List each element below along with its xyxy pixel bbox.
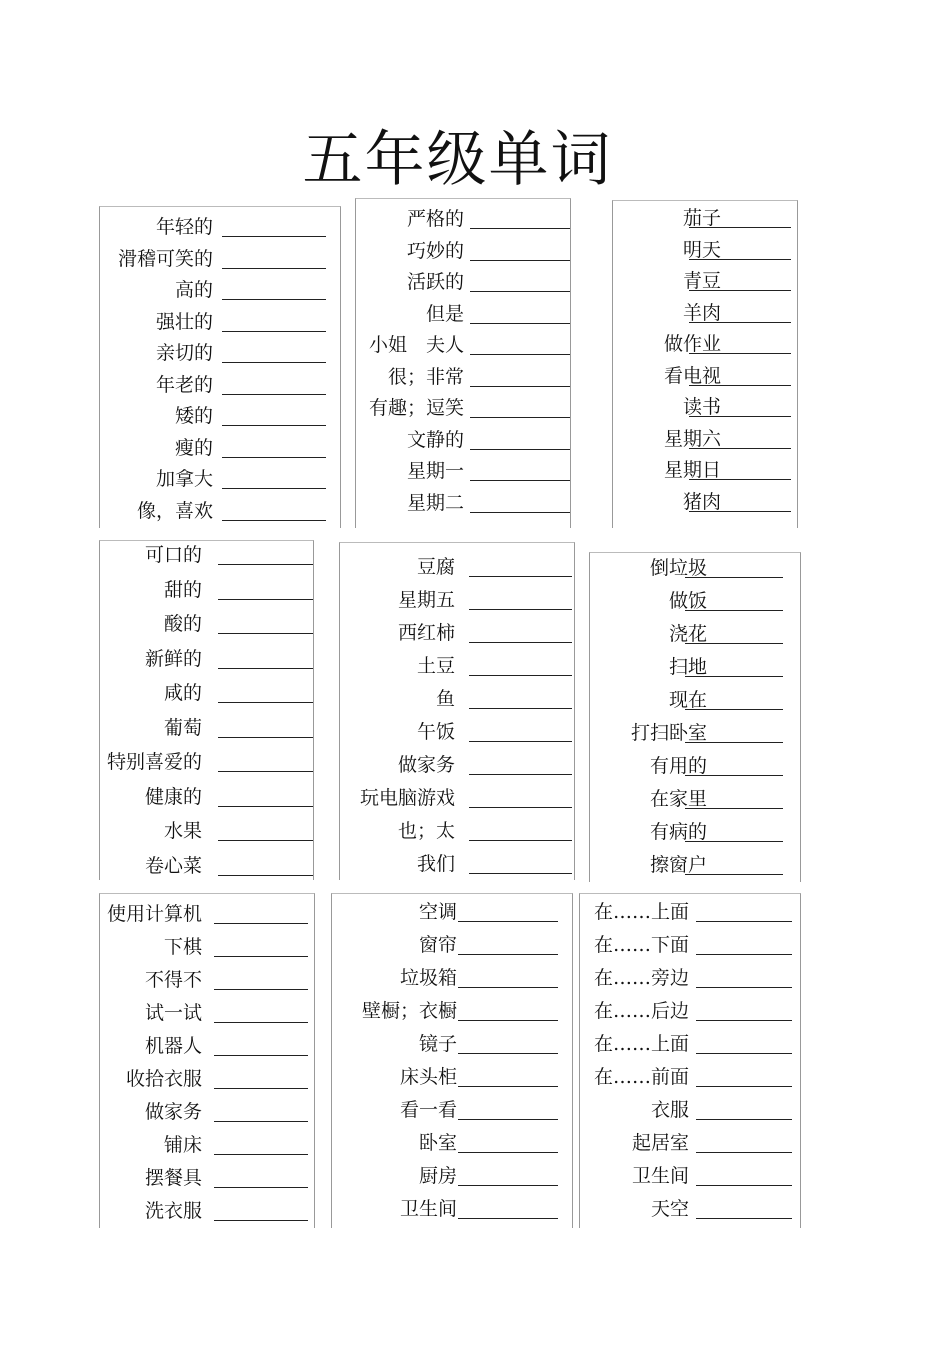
vocab-word: 有趣；逗笑 [368, 397, 464, 419]
answer-blank-line [222, 425, 326, 426]
vocab-word: 特别喜爱的 [106, 751, 202, 773]
vocab-row [332, 966, 572, 990]
answer-blank-line [685, 841, 783, 842]
vocab-word: 西红柿 [397, 622, 455, 644]
vocab-word: 可口的 [144, 544, 202, 566]
vocab-row [580, 933, 800, 957]
answer-blank-line [214, 923, 308, 924]
vocab-word: 水果 [163, 820, 202, 842]
answer-blank-line [685, 775, 783, 776]
vocab-row [100, 404, 340, 428]
answer-blank-line [470, 386, 570, 387]
answer-blank-line [218, 875, 313, 876]
vocab-row [332, 999, 572, 1023]
vocab-row [100, 1166, 314, 1190]
vocab-word: 做饭 [668, 590, 707, 612]
vocab-block-8 [331, 893, 573, 1228]
answer-blank-line [214, 989, 308, 990]
vocab-word: 现在 [668, 689, 707, 711]
vocab-row [340, 654, 574, 678]
vocab-word: 茄子 [682, 207, 721, 229]
answer-blank-line [214, 1055, 308, 1056]
vocab-word: 星期二 [406, 491, 464, 514]
vocab-word: 打扫卧室 [630, 722, 707, 744]
vocab-word: 加拿大 [155, 468, 213, 490]
answer-blank-line [689, 448, 791, 449]
vocab-word: 天空 [650, 1198, 689, 1220]
answer-blank-line [469, 675, 572, 676]
vocab-row [356, 270, 570, 294]
answer-blank-line [685, 577, 783, 578]
vocab-word: 有病的 [649, 821, 707, 843]
vocab-word: 窗帘 [418, 934, 457, 956]
vocab-row [100, 578, 313, 602]
vocab-word: 瘦的 [174, 436, 213, 459]
answer-blank-line [469, 774, 572, 775]
answer-blank-line [470, 291, 570, 292]
vocab-word: 年老的 [155, 373, 213, 396]
vocab-word: 床头柜 [399, 1066, 457, 1088]
answer-blank-line [222, 457, 326, 458]
vocab-row [332, 1197, 572, 1221]
answer-blank-line [218, 771, 313, 772]
answer-blank-line [458, 954, 558, 955]
vocab-row [356, 365, 570, 389]
vocab-word: 明天 [682, 238, 721, 261]
vocab-row [613, 238, 797, 262]
vocab-word: 有用的 [649, 755, 707, 777]
vocab-word: 玩电脑游戏 [359, 787, 455, 809]
vocab-word: 严格的 [406, 208, 464, 230]
vocab-word: 猪肉 [682, 490, 721, 513]
vocab-word: 看电视 [663, 364, 721, 387]
vocab-row [332, 933, 572, 957]
vocab-word: 像，喜欢 [136, 499, 213, 522]
vocab-word: 不得不 [144, 969, 202, 991]
vocab-row [340, 687, 574, 711]
answer-blank-line [469, 741, 572, 742]
answer-blank-line [689, 511, 791, 512]
vocab-row [590, 688, 800, 712]
vocab-word: 在……旁边 [593, 967, 689, 989]
vocab-word: 豆腐 [416, 556, 455, 578]
answer-blank-line [689, 227, 791, 228]
vocab-word: 做作业 [663, 333, 721, 355]
vocab-word: 卫生间 [631, 1165, 689, 1187]
vocab-word: 文静的 [406, 428, 464, 451]
answer-blank-line [696, 987, 792, 988]
answer-blank-line [469, 609, 572, 610]
vocab-word: 强壮的 [155, 310, 213, 333]
vocab-word: 空调 [418, 901, 457, 923]
vocab-word: 星期六 [663, 427, 721, 450]
vocab-row [356, 207, 570, 231]
vocab-row [100, 854, 313, 878]
vocab-row [100, 902, 314, 926]
vocab-word: 壁橱；衣橱 [361, 1000, 457, 1022]
answer-blank-line [218, 737, 313, 738]
vocab-row [580, 999, 800, 1023]
vocab-word: 镜子 [418, 1033, 457, 1055]
answer-blank-line [685, 742, 783, 743]
vocab-word: 在……下面 [593, 934, 689, 956]
answer-blank-line [689, 416, 791, 417]
vocab-row [590, 589, 800, 613]
vocab-row [332, 1032, 572, 1056]
vocab-word: 在……上面 [593, 1033, 689, 1055]
answer-blank-line [458, 1086, 558, 1087]
answer-blank-line [696, 1086, 792, 1087]
answer-blank-line [214, 1022, 308, 1023]
vocab-block-9 [579, 893, 801, 1228]
answer-blank-line [470, 512, 570, 513]
vocab-word: 星期一 [406, 460, 464, 482]
vocab-row [356, 239, 570, 263]
vocab-row [340, 555, 574, 579]
vocab-word: 做家务 [397, 754, 455, 776]
answer-blank-line [685, 610, 783, 611]
vocab-row [613, 427, 797, 451]
answer-blank-line [222, 299, 326, 300]
vocab-row [100, 716, 313, 740]
answer-blank-line [470, 449, 570, 450]
answer-blank-line [696, 1053, 792, 1054]
vocab-row [580, 1197, 800, 1221]
vocab-word: 浇花 [668, 623, 707, 645]
page-title: 五年级单词 [302, 125, 613, 195]
vocab-word: 起居室 [631, 1132, 689, 1154]
answer-blank-line [222, 394, 326, 395]
vocab-word: 衣服 [650, 1099, 689, 1121]
answer-blank-line [458, 987, 558, 988]
vocab-word: 卷心菜 [144, 854, 202, 877]
vocab-word: 星期五 [397, 589, 455, 611]
vocab-row [100, 1034, 314, 1058]
vocab-row [100, 1067, 314, 1091]
answer-blank-line [469, 576, 572, 577]
vocab-word: 试一试 [144, 1002, 202, 1024]
vocab-row [100, 1133, 314, 1157]
answer-blank-line [458, 1020, 558, 1021]
answer-blank-line [689, 259, 791, 260]
answer-blank-line [470, 323, 570, 324]
vocab-block-7 [99, 893, 315, 1228]
vocab-row [340, 588, 574, 612]
answer-blank-line [214, 1220, 308, 1221]
vocab-row [613, 490, 797, 514]
answer-blank-line [685, 643, 783, 644]
vocab-row [580, 1164, 800, 1188]
vocab-word: 羊肉 [682, 301, 721, 324]
answer-blank-line [469, 873, 572, 874]
answer-blank-line [689, 353, 791, 354]
vocab-row [580, 900, 800, 924]
vocab-row [332, 1164, 572, 1188]
answer-blank-line [458, 1152, 558, 1153]
answer-blank-line [689, 479, 791, 480]
vocab-word: 滑稽可笑的 [117, 247, 213, 270]
answer-blank-line [470, 480, 570, 481]
answer-blank-line [214, 1088, 308, 1089]
answer-blank-line [218, 806, 313, 807]
vocab-row [580, 966, 800, 990]
vocab-word: 巧妙的 [406, 239, 464, 262]
vocab-row [590, 556, 800, 580]
answer-blank-line [458, 1053, 558, 1054]
vocab-row [100, 499, 340, 523]
answer-blank-line [458, 1218, 558, 1219]
answer-blank-line [470, 228, 570, 229]
vocab-word: 做家务 [144, 1101, 202, 1123]
vocab-word: 在……后边 [593, 1000, 689, 1022]
answer-blank-line [685, 676, 783, 677]
vocab-row [613, 269, 797, 293]
vocab-word: 洗衣服 [144, 1200, 202, 1222]
answer-blank-line [696, 1152, 792, 1153]
vocab-word: 擦窗户 [649, 854, 707, 876]
answer-blank-line [469, 807, 572, 808]
vocab-row [613, 332, 797, 356]
vocab-row [590, 655, 800, 679]
vocab-word: 也；太 [397, 820, 455, 842]
vocab-row [100, 1001, 314, 1025]
vocab-row [613, 395, 797, 419]
vocab-block-5 [339, 542, 575, 880]
answer-blank-line [685, 808, 783, 809]
vocab-block-4 [99, 540, 314, 880]
vocab-row [100, 467, 340, 491]
answer-blank-line [696, 1119, 792, 1120]
vocab-row [613, 458, 797, 482]
vocab-word: 收拾衣服 [125, 1068, 202, 1090]
vocab-word: 鱼 [435, 688, 455, 710]
vocab-row [613, 301, 797, 325]
vocab-row [100, 1100, 314, 1124]
vocab-block-2 [355, 198, 571, 528]
vocab-word: 健康的 [144, 785, 202, 808]
vocab-row [100, 310, 340, 334]
vocab-block-3 [612, 200, 798, 528]
vocab-word: 午饭 [416, 721, 455, 743]
answer-blank-line [218, 702, 313, 703]
answer-blank-line [696, 1218, 792, 1219]
answer-blank-line [214, 1187, 308, 1188]
vocab-row [580, 1065, 800, 1089]
vocab-word: 咸的 [163, 682, 202, 704]
answer-blank-line [218, 599, 313, 600]
vocab-word: 在家里 [649, 788, 707, 810]
vocab-word: 厨房 [418, 1165, 457, 1187]
vocab-row [590, 754, 800, 778]
vocab-row [340, 786, 574, 810]
answer-blank-line [469, 708, 572, 709]
answer-blank-line [685, 709, 783, 710]
vocab-row [332, 900, 572, 924]
vocab-row [580, 1131, 800, 1155]
vocab-row [356, 428, 570, 452]
answer-blank-line [214, 1121, 308, 1122]
vocab-word: 星期日 [663, 459, 721, 481]
vocab-row [100, 819, 313, 843]
vocab-row [332, 1065, 572, 1089]
vocab-row [590, 820, 800, 844]
answer-blank-line [458, 1185, 558, 1186]
vocab-row [100, 1199, 314, 1223]
vocab-word: 青豆 [682, 270, 721, 292]
answer-blank-line [689, 290, 791, 291]
answer-blank-line [696, 954, 792, 955]
answer-blank-line [222, 236, 326, 237]
vocab-word: 读书 [682, 396, 721, 418]
vocab-row [100, 436, 340, 460]
vocab-row [613, 206, 797, 230]
vocab-row [590, 787, 800, 811]
vocab-row [100, 681, 313, 705]
vocab-row [590, 853, 800, 877]
answer-blank-line [469, 642, 572, 643]
vocab-word: 在……上面 [593, 901, 689, 923]
answer-blank-line [218, 633, 313, 634]
answer-blank-line [470, 417, 570, 418]
vocab-word: 卫生间 [399, 1198, 457, 1220]
vocab-word: 年轻的 [155, 216, 213, 238]
vocab-row [340, 621, 574, 645]
vocab-row [332, 1131, 572, 1155]
answer-blank-line [696, 1020, 792, 1021]
vocab-word: 但是 [425, 302, 464, 325]
vocab-word: 活跃的 [406, 271, 464, 293]
vocab-row [100, 278, 340, 302]
vocab-word: 倒垃圾 [649, 557, 707, 579]
vocab-row [100, 785, 313, 809]
vocab-word: 扫地 [668, 656, 707, 678]
vocab-word: 高的 [174, 279, 213, 301]
answer-blank-line [458, 1119, 558, 1120]
vocab-row [340, 753, 574, 777]
vocab-row [100, 612, 313, 636]
answer-blank-line [689, 385, 791, 386]
vocab-row [100, 341, 340, 365]
vocab-word: 酸的 [163, 613, 202, 635]
answer-blank-line [689, 322, 791, 323]
vocab-word: 铺床 [163, 1134, 202, 1156]
answer-blank-line [458, 921, 558, 922]
vocab-word: 摆餐具 [144, 1167, 202, 1189]
answer-blank-line [696, 1185, 792, 1186]
vocab-row [580, 1098, 800, 1122]
vocab-row [100, 215, 340, 239]
answer-blank-line [469, 840, 572, 841]
vocab-row [100, 750, 313, 774]
vocab-row [590, 622, 800, 646]
answer-blank-line [470, 354, 570, 355]
vocab-word: 新鲜的 [144, 647, 202, 670]
vocab-row [100, 247, 340, 271]
vocab-row [340, 819, 574, 843]
answer-blank-line [218, 840, 313, 841]
answer-blank-line [222, 331, 326, 332]
answer-blank-line [222, 362, 326, 363]
vocab-row [332, 1098, 572, 1122]
answer-blank-line [214, 1154, 308, 1155]
vocab-word: 垃圾箱 [399, 967, 457, 989]
vocab-row [340, 852, 574, 876]
vocab-word: 在……前面 [593, 1066, 689, 1088]
vocab-row [356, 302, 570, 326]
answer-blank-line [218, 564, 313, 565]
vocab-row [590, 721, 800, 745]
vocab-word: 看一看 [399, 1099, 457, 1121]
answer-blank-line [218, 668, 313, 669]
answer-blank-line [214, 956, 308, 957]
vocab-row [580, 1032, 800, 1056]
answer-blank-line [222, 268, 326, 269]
vocab-word: 机器人 [144, 1035, 202, 1057]
vocab-word: 矮的 [174, 405, 213, 427]
vocab-word: 亲切的 [155, 342, 213, 364]
vocab-word: 很；非常 [387, 365, 464, 388]
vocab-row [100, 543, 313, 567]
answer-blank-line [222, 520, 326, 521]
vocab-word: 卧室 [418, 1132, 457, 1154]
vocab-row [100, 373, 340, 397]
vocab-word: 葡萄 [163, 716, 202, 739]
answer-blank-line [696, 921, 792, 922]
vocab-word: 我们 [416, 853, 455, 875]
answer-blank-line [685, 874, 783, 875]
vocab-row [100, 968, 314, 992]
vocab-word: 下棋 [163, 936, 202, 958]
vocab-row [356, 491, 570, 515]
vocab-block-6 [589, 552, 801, 882]
vocab-row [340, 720, 574, 744]
vocab-row [356, 333, 570, 357]
vocab-block-1 [99, 206, 341, 528]
vocab-row [100, 647, 313, 671]
vocab-word: 使用计算机 [106, 903, 202, 925]
vocab-word: 小姐 夫人 [368, 334, 464, 356]
vocab-row [356, 396, 570, 420]
vocab-row [613, 364, 797, 388]
answer-blank-line [470, 260, 570, 261]
vocab-row [100, 935, 314, 959]
vocab-word: 甜的 [163, 578, 202, 601]
answer-blank-line [222, 488, 326, 489]
vocab-word: 土豆 [416, 655, 455, 677]
vocab-row [356, 459, 570, 483]
